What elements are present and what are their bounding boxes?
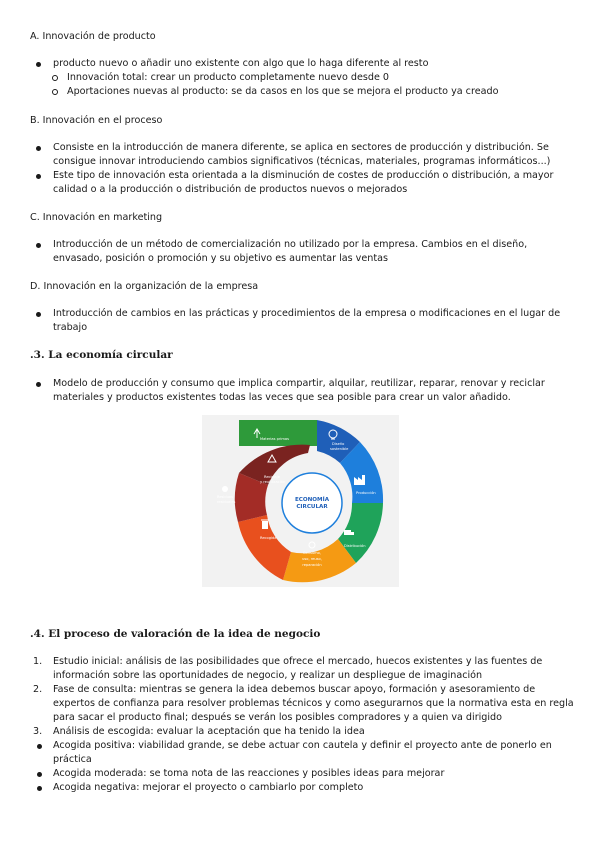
section-title: D. Innovación en la organización de la empresa (30, 281, 259, 292)
list-item: Consiste en la introducción de manera diferente, se aplica en sectores de producción y distribución. Se consigue innovar introduciendo cambios significativos (técnicas, materiales, programas informáticos...) (30, 141, 578, 169)
label-residual-waste: Residuos (217, 495, 234, 499)
diagram-center (282, 473, 342, 533)
label-distribution: Distribución (344, 544, 366, 548)
list-item: Acogida negativa: mejorar el proyecto o cambiarlo por completo (30, 781, 578, 795)
label-residual-waste-line2: residuales (217, 500, 236, 504)
label-consumption-line2: uso, reuso, (302, 557, 322, 561)
numbered-item: 1. Estudio inicial: análisis de las posibilidades que ofrece el mercado, huecos existentes y las fuentes de información sobre las oportunidades de negocio, y realizar un despliegue de imaginación (33, 656, 543, 681)
label-collection: Recogida (260, 536, 277, 540)
section-product-innovation (30, 30, 578, 44)
segment-raw-materials (239, 420, 317, 446)
circular-economy-wheel (202, 415, 399, 587)
list-item: Introducción de un método de comercialización no utilizado por la empresa. Cambios en el diseño, envasado, posición o promoción y su objetivo es aumentar las ventas (30, 238, 578, 266)
label-recycling-line2: y reutilización (260, 480, 286, 484)
consumption-icon (309, 542, 315, 548)
section-heading: .3. La economía circular (30, 349, 173, 361)
label-production: Producción (356, 491, 376, 495)
section-title: A. Innovación de producto (30, 31, 156, 42)
sub-list-item: Innovación total: crear un producto completamente nuevo desde 0 (49, 71, 578, 85)
trash-icon (261, 520, 269, 529)
section-organization-innovation (30, 280, 578, 294)
section-heading: .4. El proceso de valoración de la idea de negocio (30, 628, 321, 640)
list-item: Acogida positiva: viabilidad grande, se debe actuar con cautela y definir el proyecto ante de ponerlo en práctica (30, 739, 578, 767)
label-design-line2: sostenible (330, 447, 349, 451)
center-title-line1: ECONOMÍA (294, 497, 330, 503)
circular-economy-list (30, 377, 578, 405)
list-item: Acogida moderada: se toma nota de las reacciones y posibles ideas para mejorar (30, 767, 578, 781)
center-title-line2: CIRCULAR (296, 504, 328, 510)
section-b-list (30, 141, 578, 197)
section-title: B. Innovación en el proceso (30, 115, 163, 126)
business-idea-list (30, 655, 578, 795)
list-item: Este tipo de innovación esta orientada a la disminución de costes de producción o distribución, a mayor calidad o a la producción o distribución de productos nuevos o mejorados (30, 169, 578, 197)
business-idea-heading-block (30, 627, 578, 641)
section-a-list (30, 57, 578, 99)
circular-economy-heading-block (30, 348, 578, 362)
waste-icon (222, 486, 228, 492)
section-d-list (30, 307, 578, 335)
numbered-item: 3. Análisis de escogida: evaluar la aceptación que ha tenido la idea (33, 726, 365, 737)
numbered-item: 2. Fase de consulta: mientras se genera la idea debemos buscar apoyo, formación y asesoramiento de expertos de confianza para resolver problemas técnicos y como asegurarnos que la normativa esta en regla para sacar el producto final; después se verán los posibles compradores y a quien va dirigido (33, 684, 574, 723)
label-design: Diseño (332, 442, 345, 446)
list-item: producto nuevo o añadir uno existente con algo que lo haga diferente al resto Innovación total: crear un producto completamente nuevo desde 0 Aportaciones nuevas al producto: se da casos en los que se mejora el producto ya creado (30, 57, 578, 99)
section-c-list (30, 238, 578, 266)
circular-economy-diagram (202, 415, 399, 587)
section-marketing-innovation (30, 211, 578, 225)
label-consumption-line3: reparación (302, 563, 322, 567)
section-process-innovation (30, 114, 578, 128)
list-item: Modelo de producción y consumo que implica compartir, alquilar, reutilizar, reparar, renovar y reciclar materiales y productos existentes todas las veces que sea posible para crear un valor añadido. (30, 377, 578, 405)
sub-list-item: Aportaciones nuevas al producto: se da casos en los que se mejora el producto ya creado (49, 85, 578, 99)
label-recycling: Reciclaje (264, 475, 280, 479)
label-consumption: Consumo, (303, 551, 321, 555)
section-title: C. Innovación en marketing (30, 212, 163, 223)
label-raw-materials: Materias primas (260, 437, 289, 441)
list-item: Introducción de cambios en las prácticas y procedimientos de la empresa o modificaciones en el lugar de trabajo (30, 307, 578, 335)
